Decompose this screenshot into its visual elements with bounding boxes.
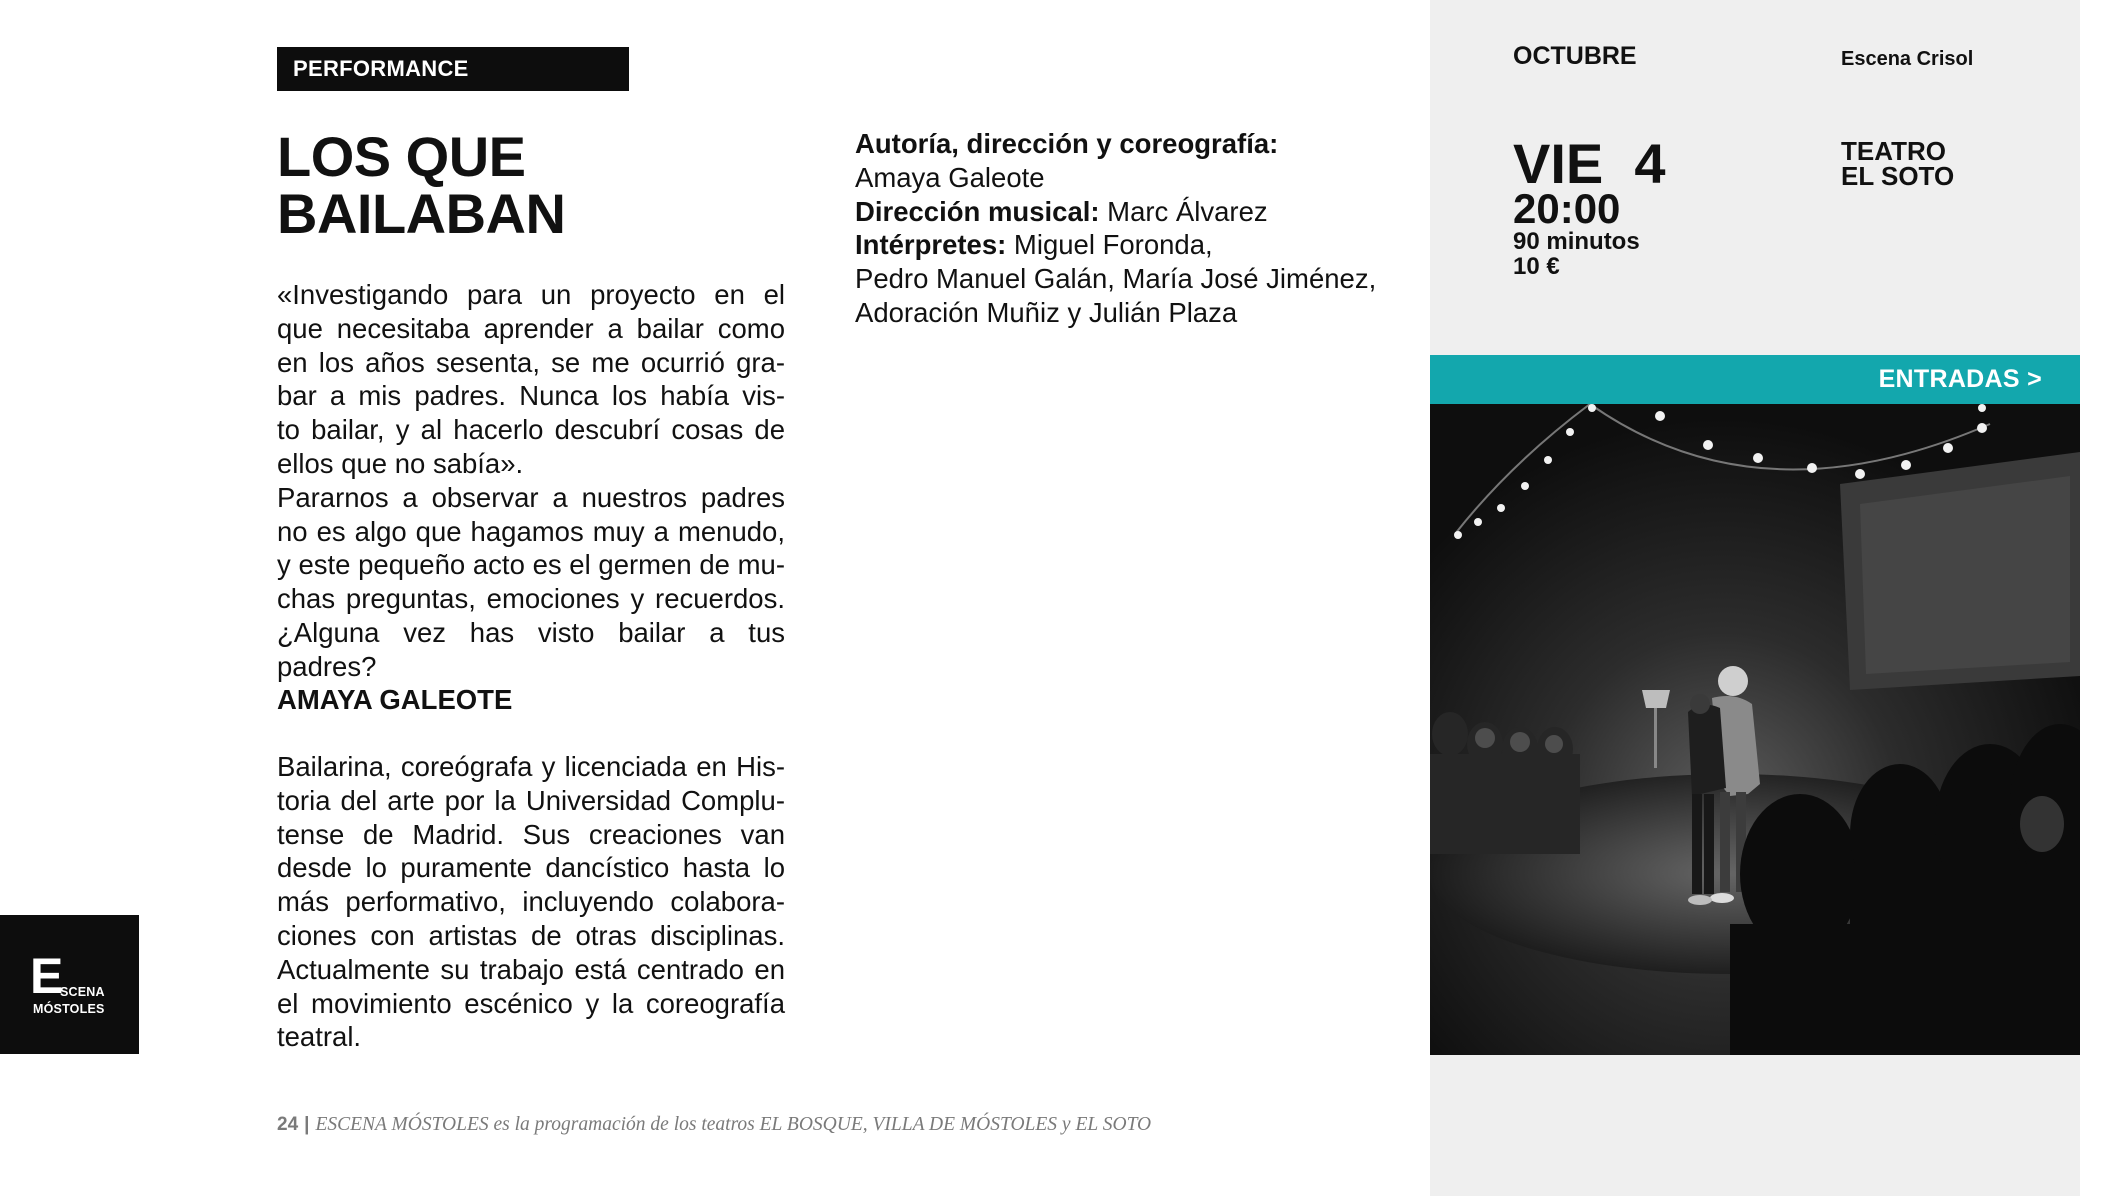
authorship-value: Amaya Galeote [855,161,1045,193]
music-label: Dirección musical: [855,195,1100,227]
tickets-label: ENTRADAS > [1878,365,2042,393]
performers-label: Intérpretes: [855,229,1007,261]
event-time: 20:00 [1513,185,1621,232]
text-line: tense de Madrid. Sus creaciones van [277,818,785,850]
text-line: chas preguntas, emociones y recuerdos. [277,583,785,615]
text-line: en los años sesenta, se me ocurrió gra- [277,346,785,378]
text-line: no es algo que hagamos muy a menudo, [277,515,785,547]
text-line: to bailar, y al hacerlo descubrí cosas de [277,414,785,446]
category-tag: PERFORMANCE [277,47,629,91]
page-number: 24 [277,1114,299,1135]
footer-text: ESCENA MÓSTOLES es la programación de los teatros EL BOSQUE, VILLA DE MÓSTOLES y EL SOTO [315,1114,1152,1135]
text-line: que necesitaba aprender a bailar como [277,312,785,344]
page-footer [277,1114,1151,1136]
intro-paragraph [277,278,785,684]
logo-letter: E [30,948,64,1004]
production-photo [1430,404,2080,1055]
author-heading: AMAYA GALEOTE [277,684,513,715]
escena-mostoles-logo[interactable] [0,915,139,1054]
text-line: toria del arte por la Universidad Complu- [277,784,785,816]
credits-block [855,127,1385,330]
performers-value: Miguel Foronda, [1006,229,1213,261]
event-month: OCTUBRE [1513,42,1637,70]
title-line: BAILABAN [277,182,566,245]
event-venue [1841,136,1955,191]
title-line: LOS QUE [277,125,526,188]
show-title [277,125,797,245]
text-line: Bailarina, coreógrafa y licenciada en His- [277,751,785,782]
venue-line: TEATRO [1841,136,1946,166]
text-line: Pararnos a observar a nuestros padres [277,481,785,513]
text-line: bar a mis padres. Nunca los había vis- [277,380,785,412]
event-price: 10 € [1513,253,1560,280]
venue-line: EL SOTO [1841,161,1955,191]
performers-value: Adoración Muñiz y Julián Plaza [855,296,1238,328]
authorship-label: Autoría, dirección y coreografía: [855,128,1279,159]
performers-value: Pedro Manuel Galán, María José Jiménez, [855,263,1377,295]
logo-line1: SCENA [60,985,105,999]
logo-line2: MÓSTOLES [33,1002,105,1016]
text-line: «Investigando para un proyecto en el [277,279,785,310]
footer-separator: | [304,1114,310,1135]
text-line: Actualmente su trabajo está centrado en [277,953,785,985]
bio-paragraph [277,750,785,1054]
text-line: ¿Alguna vez has visto bailar a tus padres? [277,616,785,682]
text-line: teatral. [277,1021,362,1053]
tickets-button[interactable] [1430,355,2080,404]
music-value: Marc Álvarez [1099,195,1268,227]
text-line: desde lo puramente dancístico hasta lo [277,852,785,884]
text-line: ciones con artistas de otras disciplinas. [277,919,785,951]
text-line: ellos que no sabía». [277,447,524,479]
text-line: el movimiento escénico y la coreografía [277,987,785,1019]
event-duration: 90 minutos [1513,228,1640,255]
text-line: más performativo, incluyendo colabora- [277,886,785,918]
text-line: y este pequeño acto es el germen de mu- [277,549,785,581]
photo-illustration [1430,404,2080,1055]
event-day: VIE 4 [1513,132,1666,195]
event-cycle: Escena Crisol [1841,48,1974,70]
